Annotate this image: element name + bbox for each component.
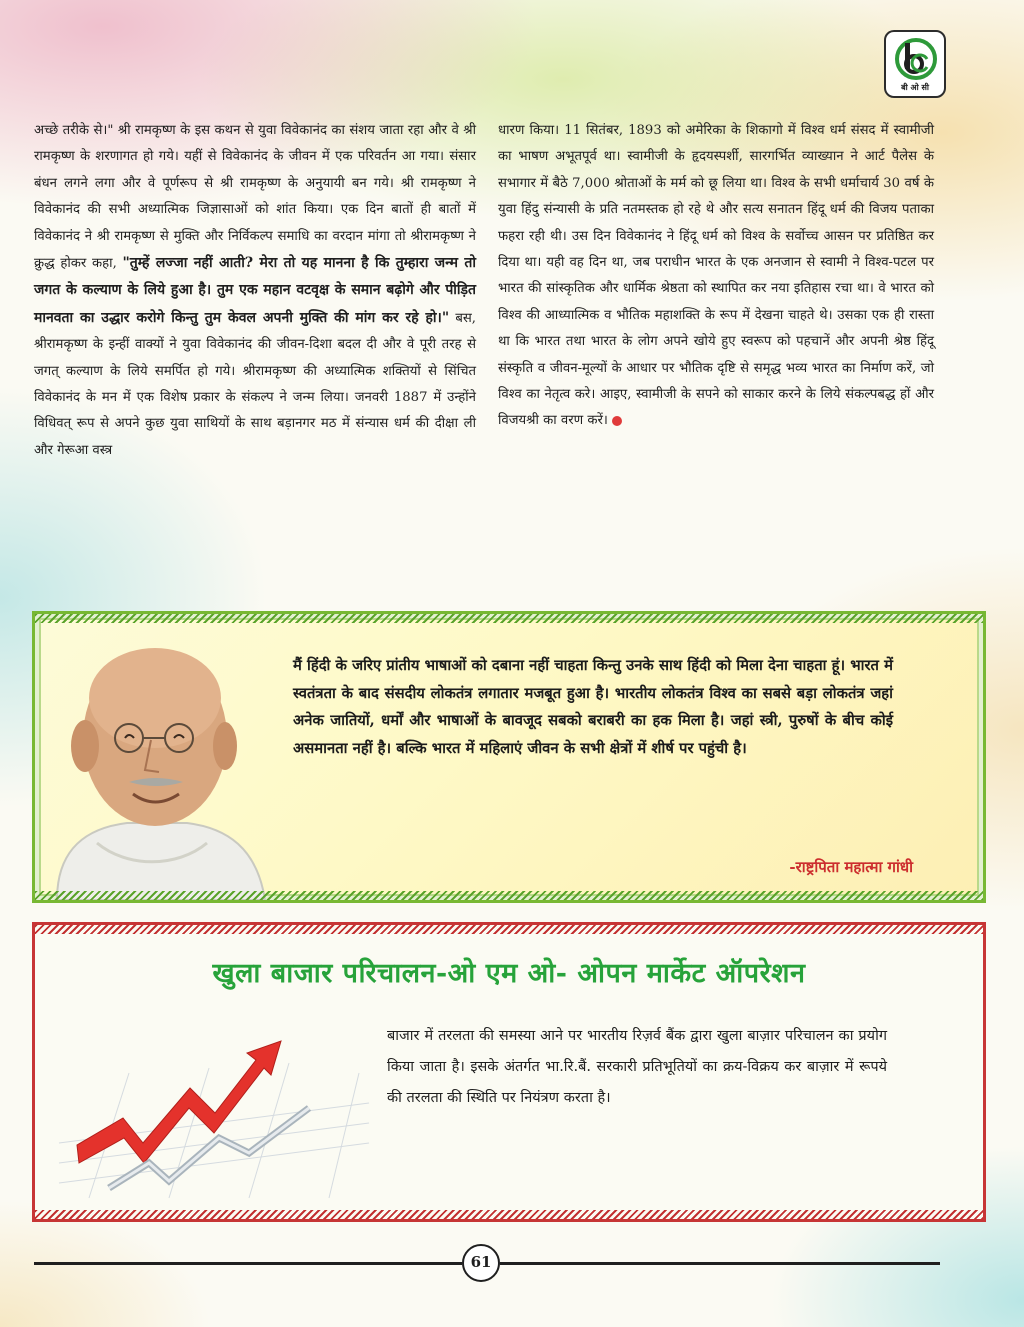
article-left-column bbox=[34, 118, 476, 464]
omo-box bbox=[32, 922, 986, 1222]
footer-rule-left bbox=[34, 1262, 462, 1265]
quote-box-bottom-hatch bbox=[35, 891, 983, 900]
rising-arrow-graph-illustration bbox=[49, 1013, 379, 1203]
omo-box-top-hatch bbox=[35, 925, 983, 934]
page-number: 61 bbox=[462, 1244, 500, 1282]
omo-text: बाजार में तरलता की समस्या आने पर भारतीय रिज़र्व बैंक द्वारा खुला बाज़ार परिचालन का प्रयोग किया जाता है। इसके अंतर्गत भा.रि.बैं. सरकारी प्रतिभूतियों का क्रय-विक्रय कर बाज़ार में रूपये की तरलता की स्थिति पर नियंत्रण करता है। bbox=[387, 1028, 887, 1106]
right-text: धारण किया। 11 सितंबर, 1893 को अमेरिका के शिकागो में विश्व धर्म संसद में स्वामीजी का भाषण अभूतपूर्व था। स्वामीजी के हृदयस्पर्शी, सारगर्भित व्याख्यान ने आर्ट पैलेस के सभागार में बैठे 7,000 श्रोताओं के मर्म को छू लिया था। विश्व के सभी धर्माचार्य 30 वर्ष के युवा हिंदु संन्यासी के प्रति नतमस्तक हो रहे थे और सत्य सनातन हिंदू धर्म की विजय पताका फहरा रही थी। उस दिन विवेकानंद ने हिंदू धर्म को विश्व के सर्वोच्च आसन पर प्रतिष्ठित कर दिया था। यही वह दिन था, जब पराधीन भारत के एक अनजान से स्वामी ने विश्व-पटल पर भारत की सांस्कृतिक और धार्मिक श्रेष्ठता को स्थापित कर नया इतिहास रचा था। वे भारत को विश्व की आध्यात्मिक व भौतिक महाशक्ति के रूप में देखना चाहते थे। उसका एक ही रास्ता था कि भारत तथा भारत के लोग अपने खोये हुए स्वरूप को पहचानें और अपनी श्रेष्ठ हिंदू संस्कृति व जीवन-मूल्यों के आधार पर भौतिक दृष्टि से समृद्ध भव्य भारत का निर्माण करें, जो विश्व का नेतृत्व करे। आइए, स्वामीजी के सपने को साकार करने के लिये संकल्पबद्ध हों और विजयश्री का वरण करें। bbox=[498, 123, 934, 429]
article-right-column bbox=[498, 118, 934, 435]
left-text-bold-quote: "तुम्हें लज्जा नहीं आती? मेरा तो यह मानना है कि तुम्हारा जन्म तो जगत के कल्याण के लिये हुआ है। तुम एक महान वटवृक्ष के समान बढ़ोगे और पीड़ित मानवता का उद्धार करोगे किन्तु तुम केवल अपनी मुक्ति की मांग कर रहे हो।" bbox=[34, 255, 476, 326]
left-text-part-2: बस, श्रीरामकृष्ण के इन्हीं वाक्यों ने युवा विवेकानंद की जीवन-दिशा बदल दी और वे पूरी तरह से जगत् कल्याण के लिये समर्पित हो गये। श्रीरामकृष्ण की अध्यात्मिक शक्तियों से सिंचित विवेकानंद के मन में एक विशेष प्रकार के संकल्प ने जन्म लिया। जनवरी 1887 में उन्होंने विधिवत् रूप से अपने कुछ युवा साथियों के साथ बड़ानगर मठ में संन्यास धर्म की दीक्षा ली और गेरूआ वस्त्र bbox=[34, 310, 476, 458]
quote-text: मैं हिंदी के जरिए प्रांतीय भाषाओं को दबाना नहीं चाहता किन्तु उनके साथ हिंदी को मिला देना चाहता हूं। भारत में स्वतंत्रता के बाद संसदीय लोकतंत्र लगातार मजबूत हुआ है। भारतीय लोकतंत्र विश्व का सबसे बड़ा लोकतंत्र जहां अनेक जातियों, धर्मों और भाषाओं के बावजूद सबको बराबरी का हक मिला है। जहां स्त्री, पुरुषों के बीच कोई असमानता नहीं है। बल्कि भारत में महिलाएं जीवन के सभी क्षेत्रों में शीर्ष पर पहुंची है। bbox=[293, 657, 893, 757]
footer-rule-right bbox=[500, 1262, 940, 1265]
boc-logo bbox=[884, 30, 946, 98]
boc-logo-mark bbox=[894, 37, 938, 81]
gandhi-portrait bbox=[37, 628, 267, 900]
boc-logo-text: बी ओ सी bbox=[901, 83, 929, 92]
end-mark-dot bbox=[612, 416, 622, 426]
quote-author: -राष्ट्रपिता महात्मा गांधी bbox=[789, 858, 913, 876]
gandhi-quote-box bbox=[32, 611, 986, 903]
omo-title: खुला बाजार परिचालन-ओ एम ओ- ओपन मार्केट ऑपरेशन bbox=[212, 958, 806, 989]
omo-box-bottom-hatch bbox=[35, 1210, 983, 1219]
quote-box-top-hatch bbox=[35, 614, 983, 623]
left-text-part-1: अच्छे तरीके से।" श्री रामकृष्ण के इस कथन से युवा विवेकानंद का संशय जाता रहा और वे श्री रामकृष्ण के शरणागत हो गये। यहीं से विवेकानंद के जीवन में एक परिवर्तन आ गया। संसार बंधन लगने लगा और वे पूर्णरूप से श्री रामकृष्ण के अनुयायी बन गये। श्री रामकृष्ण ने विवेकानंद की सभी अध्यात्मिक जिज्ञासाओं को शांत किया। एक दिन बातों ही बातों में विवेकानंद ने श्री रामकृष्ण से मुक्ति और निर्विकल्प समाधि का वरदान मांगा तो श्रीरामकृष्ण ने क्रुद्ध होकर कहा, bbox=[34, 123, 476, 272]
